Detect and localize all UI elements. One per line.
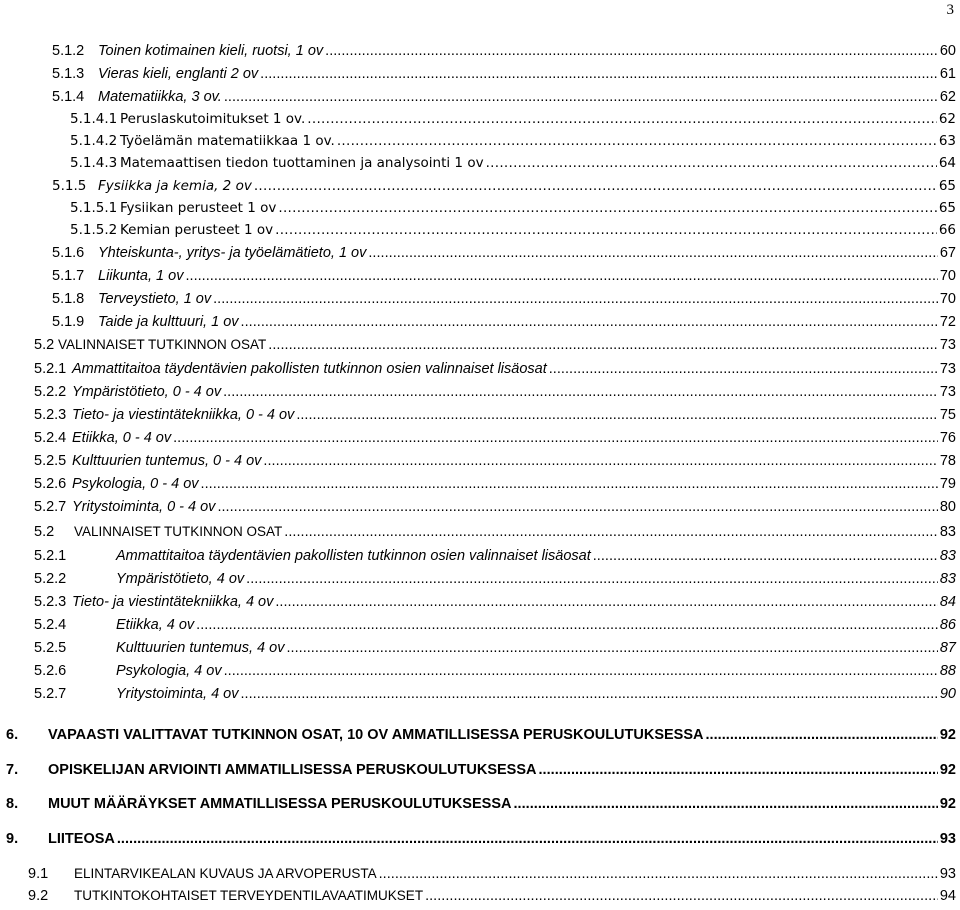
toc-title: LIITEOSA	[48, 831, 115, 847]
toc-number: 5.1.9	[52, 314, 85, 330]
toc-leader	[241, 314, 938, 330]
toc-entry[interactable]	[6, 762, 956, 784]
toc-title: Tieto- ja viestintätekniikka, 4 ov	[72, 594, 274, 610]
toc-number: 5.2.5	[34, 640, 67, 656]
toc-number: 5.1.2	[52, 43, 85, 59]
toc-number: 5.1.4	[52, 89, 85, 105]
toc-title: Yhteiskunta-, yritys- ja työelämätieto, 1 ov	[98, 245, 367, 261]
toc-page: 92	[939, 796, 956, 812]
toc-leader	[213, 291, 938, 307]
toc-number: 5.2.6	[34, 663, 67, 679]
toc-leader	[379, 866, 938, 882]
toc-title: Psykologia, 4 ov	[116, 663, 222, 679]
toc-page: 70	[939, 268, 956, 284]
toc-page: 94	[939, 888, 956, 904]
toc-number: 5.1.5	[52, 178, 87, 194]
toc-page: 87	[939, 640, 956, 656]
toc-title: Peruslaskutoimitukset 1 ov.	[120, 111, 306, 127]
toc-leader	[241, 686, 938, 702]
toc-entry[interactable]	[70, 133, 956, 155]
toc-leader	[368, 245, 937, 261]
toc-title: Fysiikka ja kemia, 2 ov	[98, 178, 252, 194]
toc-entry[interactable]	[34, 640, 956, 662]
toc-leader	[425, 888, 938, 904]
toc-entry[interactable]	[52, 314, 956, 336]
toc-number: 9.1	[28, 866, 49, 882]
toc-entry[interactable]	[52, 178, 956, 200]
toc-entry[interactable]	[34, 384, 956, 406]
toc-leader	[549, 361, 938, 377]
toc-title: Ympäristötieto, 4 ov	[116, 571, 245, 587]
toc-number: 5.2.5	[34, 453, 67, 469]
toc-entry[interactable]	[70, 111, 956, 133]
toc-title: MUUT MÄÄRÄYKSET AMMATILLISESSA PERUSKOULUTUKSESSA	[48, 796, 512, 812]
toc-number: 5.2.6	[34, 476, 67, 492]
toc-page: 92	[939, 727, 956, 743]
toc-page: 72	[939, 314, 956, 330]
toc-entry[interactable]	[34, 571, 956, 593]
toc-title: Ammattitaitoa täydentävien pakollisten tutkinnon osien valinnaiset lisäosat	[116, 548, 591, 564]
toc-page: 83	[939, 571, 956, 587]
toc-number: 5.1.3	[52, 66, 85, 82]
toc-title: Tieto- ja viestintätekniikka, 0 - 4 ov	[72, 407, 295, 423]
toc-entry[interactable]	[34, 548, 956, 570]
toc-number: 5.1.8	[52, 291, 85, 307]
toc-title: Etiikka, 0 - 4 ov	[72, 430, 172, 446]
toc-leader	[513, 796, 937, 812]
toc-leader	[337, 133, 937, 149]
toc-number: 5.2.4	[34, 430, 67, 446]
toc-page: 73	[939, 337, 956, 353]
toc-page: 66	[938, 222, 956, 238]
toc-leader	[286, 640, 937, 656]
toc-leader	[284, 524, 938, 540]
toc-title: Etiikka, 4 ov	[116, 617, 195, 633]
toc-leader	[117, 831, 938, 847]
toc-number: 5.1.6	[52, 245, 85, 261]
toc-leader	[224, 89, 938, 105]
toc-page: 86	[939, 617, 956, 633]
toc-title: Taide ja kulttuuri, 1 ov	[98, 314, 239, 330]
toc-leader	[260, 66, 938, 82]
toc-entry[interactable]	[34, 453, 956, 475]
toc-page: 83	[939, 548, 956, 564]
toc-entry[interactable]	[34, 476, 956, 498]
toc-title: Vieras kieli, englanti 2 ov	[98, 66, 259, 82]
toc-title: ELINTARVIKEALAN KUVAUS JA ARVOPERUSTA	[74, 866, 377, 881]
toc-page: 83	[939, 524, 956, 540]
toc-page: 70	[939, 291, 956, 307]
toc-entry[interactable]	[34, 686, 956, 708]
toc-entry[interactable]	[34, 499, 956, 521]
toc-number: 6.	[6, 727, 19, 743]
toc-leader	[173, 430, 938, 446]
toc-leader	[217, 499, 937, 515]
toc-number: 5.2.2	[34, 384, 67, 400]
toc-title: Yritystoiminta, 0 - 4 ov	[72, 499, 216, 515]
toc-number: 5.2	[34, 337, 55, 353]
toc-page: 93	[939, 866, 956, 882]
toc-page: 62	[938, 111, 956, 127]
toc-page: 92	[939, 762, 956, 778]
toc-title: VALINNAISET TUTKINNON OSAT	[58, 337, 267, 352]
toc-entry[interactable]	[70, 155, 956, 177]
toc-number: 5.1.5.2	[70, 222, 118, 238]
toc-title: Fysiikan perusteet 1 ov	[120, 200, 277, 216]
toc-leader	[275, 222, 937, 238]
toc-page: 62	[939, 89, 956, 105]
toc-page: 90	[939, 686, 956, 702]
toc-leader	[224, 663, 938, 679]
toc-number: 5.1.7	[52, 268, 85, 284]
toc-number: 8.	[6, 796, 19, 812]
toc-number: 5.2.4	[34, 617, 67, 633]
toc-page: 93	[939, 831, 956, 847]
toc-leader	[196, 617, 938, 633]
toc-page: 73	[939, 361, 956, 377]
toc-number: 7.	[6, 762, 19, 778]
toc-entry[interactable]	[52, 268, 956, 290]
toc-leader	[201, 476, 938, 492]
toc-entry[interactable]	[52, 66, 956, 88]
toc-entry[interactable]	[70, 222, 956, 244]
toc-title: Työelämän matematiikkaa 1 ov.	[120, 133, 335, 149]
toc-title: Terveystieto, 1 ov	[98, 291, 212, 307]
toc-entry[interactable]	[28, 888, 956, 910]
toc-title: Ympäristötieto, 0 - 4 ov	[72, 384, 222, 400]
toc-page: 64	[938, 155, 956, 171]
toc-title: VALINNAISET TUTKINNON OSAT	[74, 524, 283, 539]
toc-entry[interactable]	[52, 291, 956, 313]
toc-entry[interactable]	[34, 337, 956, 359]
toc-page: 60	[939, 43, 956, 59]
toc-leader	[538, 762, 937, 778]
toc-entry[interactable]	[52, 245, 956, 267]
toc-title: Kemian perusteet 1 ov	[120, 222, 274, 238]
toc-title: Yritystoiminta, 4 ov	[116, 686, 239, 702]
toc-title: Toinen kotimainen kieli, ruotsi, 1 ov	[98, 43, 324, 59]
toc-page: 79	[939, 476, 956, 492]
toc-entry[interactable]	[52, 89, 956, 111]
toc-entry[interactable]	[6, 796, 956, 818]
toc-number: 5.2.3	[34, 407, 67, 423]
page-number: 3	[946, 2, 954, 18]
toc-entry[interactable]	[34, 524, 956, 546]
toc-page: 73	[939, 384, 956, 400]
toc-number: 5.2.1	[34, 548, 67, 564]
toc-title: Matemaattisen tiedon tuottaminen ja analysointi 1 ov	[120, 155, 484, 171]
toc-number: 5.2.3	[34, 594, 67, 610]
toc-page: 65	[938, 200, 956, 216]
toc-page: 76	[939, 430, 956, 446]
toc-leader	[325, 43, 938, 59]
toc-number: 5.1.5.1	[70, 200, 118, 216]
toc-entry[interactable]	[28, 866, 956, 888]
toc-page: 75	[939, 407, 956, 423]
toc-leader	[246, 571, 938, 587]
toc-title: VAPAASTI VALITTAVAT TUTKINNON OSAT, 10 OV AMMATILLISESSA PERUSKOULUTUKSESSA	[48, 727, 704, 743]
toc-page: 67	[939, 245, 956, 261]
toc-entry[interactable]	[34, 594, 956, 616]
toc-leader	[275, 594, 938, 610]
toc-number: 5.1.4.1	[70, 111, 118, 127]
toc-title: OPISKELIJAN ARVIOINTI AMMATILLISESSA PERUSKOULUTUKSESSA	[48, 762, 537, 778]
toc-leader	[486, 155, 937, 171]
toc-title: Ammattitaitoa täydentävien pakollisten tutkinnon osien valinnaiset lisäosat	[72, 361, 547, 377]
toc-page: 80	[939, 499, 956, 515]
toc-page: 78	[939, 453, 956, 469]
toc-title: TUTKINTOKOHTAISET TERVEYDENTILAVAATIMUKSET	[74, 888, 424, 903]
toc-number: 5.2.7	[34, 686, 67, 702]
toc-leader	[263, 453, 937, 469]
toc-number: 5.2.7	[34, 499, 67, 515]
toc-page: 63	[938, 133, 956, 149]
toc-leader	[278, 200, 936, 216]
toc-number: 5.2.1	[34, 361, 67, 377]
toc-leader	[268, 337, 938, 353]
toc-entry[interactable]	[6, 727, 956, 749]
toc-number: 5.2.2	[34, 571, 67, 587]
toc-entry[interactable]	[34, 361, 956, 383]
toc-entry[interactable]	[52, 43, 956, 65]
toc-title: Psykologia, 0 - 4 ov	[72, 476, 199, 492]
toc-entry[interactable]	[70, 200, 956, 222]
toc-number: 9.2	[28, 888, 49, 904]
toc-entry[interactable]	[34, 663, 956, 685]
toc-leader	[307, 111, 937, 127]
toc-title: Matematiikka, 3 ov.	[98, 89, 222, 105]
toc-entry[interactable]	[34, 430, 956, 452]
toc-entry[interactable]	[34, 407, 956, 429]
toc-leader	[296, 407, 938, 423]
toc-leader	[705, 727, 937, 743]
toc-page: 61	[939, 66, 956, 82]
toc-number: 9.	[6, 831, 19, 847]
toc-leader	[254, 178, 937, 194]
toc-entry[interactable]	[34, 617, 956, 639]
toc-page: 65	[938, 178, 956, 194]
toc-leader	[593, 548, 938, 564]
toc-number: 5.2	[34, 524, 55, 540]
toc-leader	[185, 268, 937, 284]
toc-number: 5.1.4.2	[70, 133, 118, 149]
toc-title: Kulttuurien tuntemus, 0 - 4 ov	[72, 453, 262, 469]
toc-page: 88	[939, 663, 956, 679]
toc-number: 5.1.4.3	[70, 155, 118, 171]
toc-title: Liikunta, 1 ov	[98, 268, 184, 284]
toc-page: 84	[939, 594, 956, 610]
toc-entry[interactable]	[6, 831, 956, 853]
toc-leader	[223, 384, 938, 400]
toc-title: Kulttuurien tuntemus, 4 ov	[116, 640, 285, 656]
